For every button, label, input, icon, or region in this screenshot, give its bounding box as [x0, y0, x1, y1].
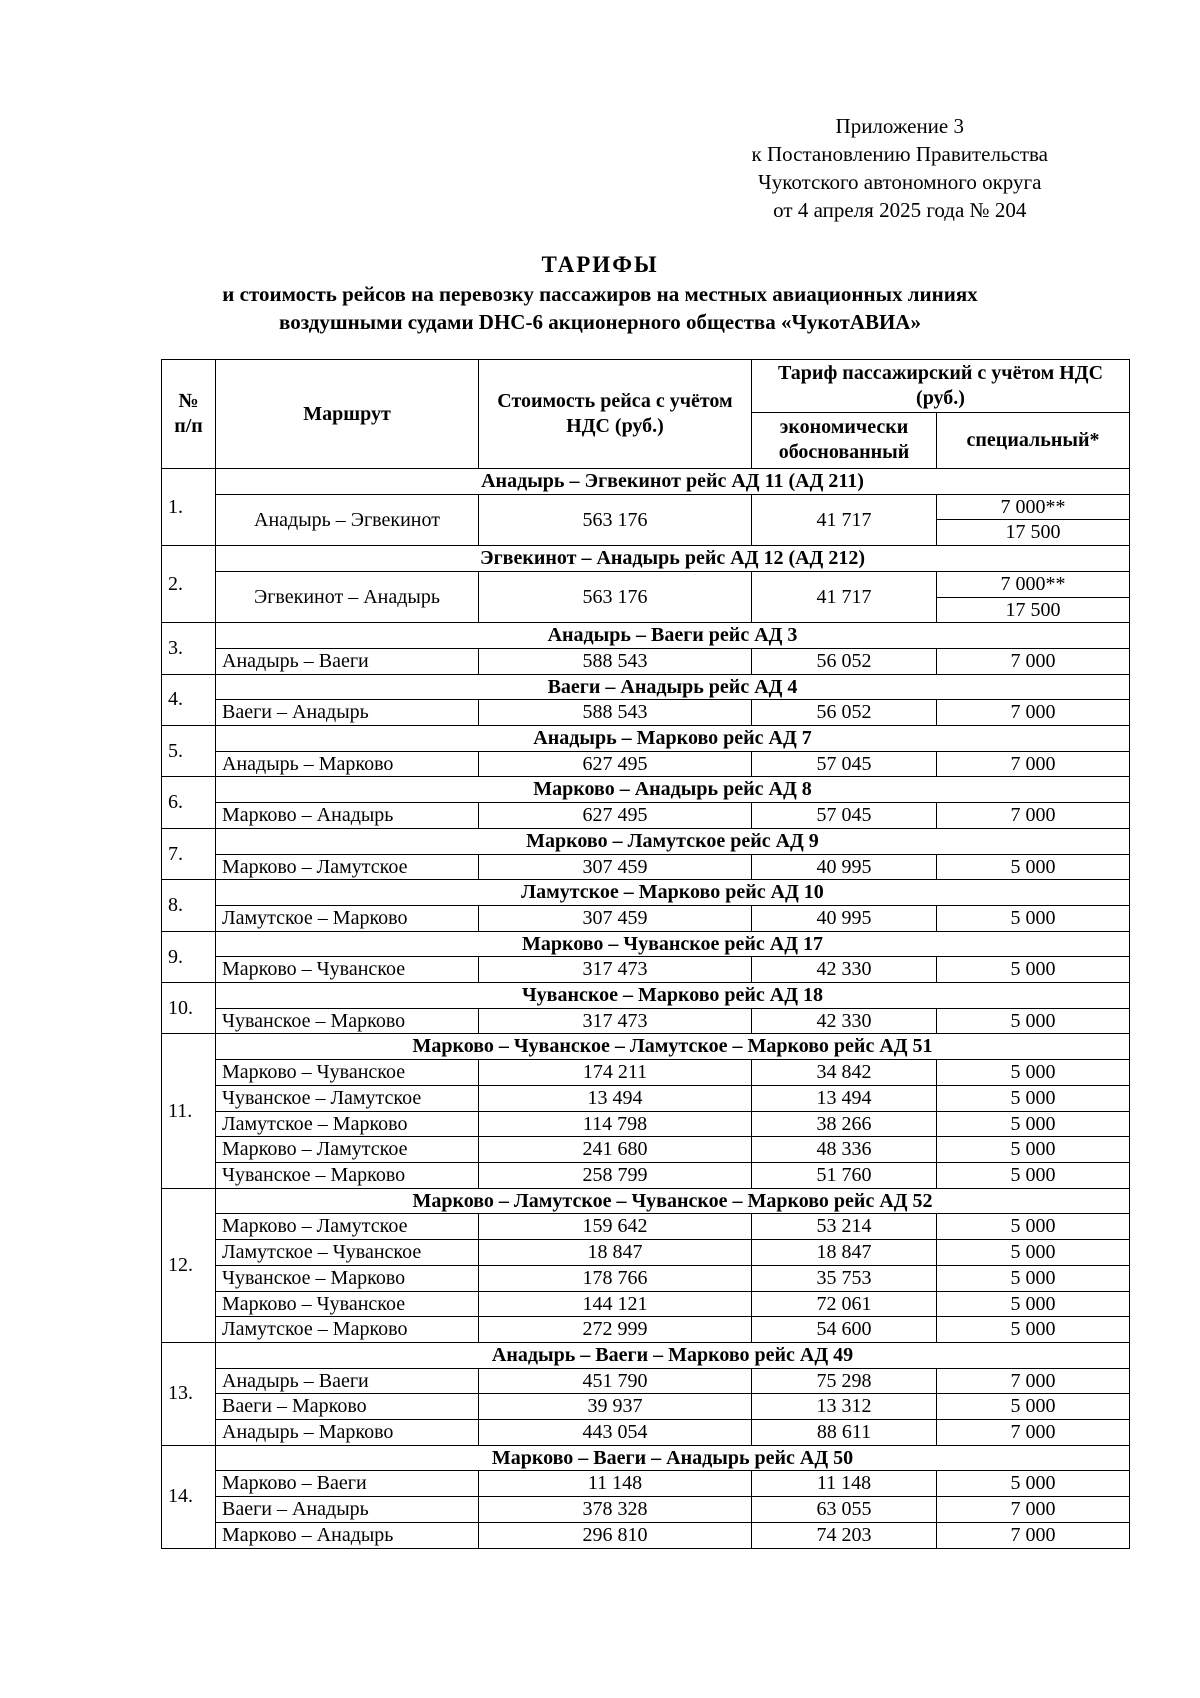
special-tariff-cell: 7 000 [937, 1420, 1130, 1446]
cost-cell: 307 459 [479, 854, 752, 880]
flight-header-row [162, 674, 1130, 700]
economic-tariff-cell: 56 052 [752, 700, 937, 726]
special-tariff-cell: 5 000 [937, 1317, 1130, 1343]
route-cell: Чуванское – Марково [216, 1265, 479, 1291]
cost-cell: 443 054 [479, 1420, 752, 1446]
cost-cell: 11 148 [479, 1471, 752, 1497]
flight-header-row [162, 931, 1130, 957]
flight-header-row [162, 546, 1130, 572]
special-tariff-cell: 7 000 [937, 648, 1130, 674]
special-tariff-cell: 7 000** [937, 571, 1130, 597]
special-tariff-cell: 5 000 [937, 1471, 1130, 1497]
flight-title: Марково – Ваеги – Анадырь рейс АД 50 [216, 1445, 1130, 1471]
table-row [162, 1394, 1130, 1420]
special-tariff-cell: 5 000 [937, 1137, 1130, 1163]
cost-cell: 18 847 [479, 1240, 752, 1266]
economic-tariff-cell: 63 055 [752, 1497, 937, 1523]
cost-cell: 588 543 [479, 700, 752, 726]
table-row [162, 1162, 1130, 1188]
special-tariff-cell: 7 000 [937, 700, 1130, 726]
flight-header-row [162, 1188, 1130, 1214]
flight-title: Ваеги – Анадырь рейс АД 4 [216, 674, 1130, 700]
cost-cell: 13 494 [479, 1085, 752, 1111]
special-tariff-cell: 5 000 [937, 1085, 1130, 1111]
flight-header-row [162, 983, 1130, 1009]
route-cell: Анадырь – Ваеги [216, 648, 479, 674]
row-number: 1. [162, 469, 216, 546]
table-row [162, 1111, 1130, 1137]
table-row [162, 854, 1130, 880]
table-row [162, 1420, 1130, 1446]
special-tariff-cell: 7 000 [937, 1522, 1130, 1548]
cost-cell: 144 121 [479, 1291, 752, 1317]
cost-cell: 307 459 [479, 905, 752, 931]
flight-header-row [162, 1445, 1130, 1471]
cost-cell: 317 473 [479, 1008, 752, 1034]
table-row [162, 1522, 1130, 1548]
economic-tariff-cell: 34 842 [752, 1060, 937, 1086]
table-row [162, 1368, 1130, 1394]
route-cell: Марково – Ваеги [216, 1471, 479, 1497]
cost-cell: 241 680 [479, 1137, 752, 1163]
cost-cell: 563 176 [479, 494, 752, 545]
table-row [162, 957, 1130, 983]
row-number: 5. [162, 726, 216, 777]
flight-header-row [162, 726, 1130, 752]
row-number: 14. [162, 1445, 216, 1548]
table-row [162, 1240, 1130, 1266]
flight-title: Марково – Ламутское – Чуванское – Марково рейс АД 52 [216, 1188, 1130, 1214]
special-tariff-cell: 5 000 [937, 1214, 1130, 1240]
economic-tariff-cell: 41 717 [752, 494, 937, 545]
table-row [162, 1060, 1130, 1086]
row-number: 9. [162, 931, 216, 982]
route-cell: Анадырь – Марково [216, 751, 479, 777]
special-tariff-cell: 7 000 [937, 1497, 1130, 1523]
row-number: 4. [162, 674, 216, 725]
table-row [162, 1497, 1130, 1523]
economic-tariff-cell: 88 611 [752, 1420, 937, 1446]
economic-tariff-cell: 38 266 [752, 1111, 937, 1137]
appendix-line: Приложение 3 [835, 114, 964, 138]
route-cell: Марково – Ламутское [216, 1214, 479, 1240]
flight-header-row [162, 828, 1130, 854]
special-tariff-cell: 17 500 [937, 520, 1130, 546]
table-row [162, 1471, 1130, 1497]
cost-cell: 588 543 [479, 648, 752, 674]
cost-cell: 258 799 [479, 1162, 752, 1188]
special-tariff-cell: 7 000 [937, 751, 1130, 777]
header-tariff: Тариф пассажирский с учётом НДС (руб.) [752, 360, 1130, 413]
economic-tariff-cell: 57 045 [752, 751, 937, 777]
row-number: 8. [162, 880, 216, 931]
row-number: 10. [162, 983, 216, 1034]
title-line: и стоимость рейсов на перевозку пассажиров на местных авиационных линиях [222, 282, 978, 306]
flight-header-row [162, 623, 1130, 649]
economic-tariff-cell: 75 298 [752, 1368, 937, 1394]
row-number: 3. [162, 623, 216, 674]
special-tariff-cell: 5 000 [937, 1265, 1130, 1291]
cost-cell: 451 790 [479, 1368, 752, 1394]
economic-tariff-cell: 13 494 [752, 1085, 937, 1111]
route-cell: Марково – Анадырь [216, 803, 479, 829]
special-tariff-cell: 7 000 [937, 803, 1130, 829]
flight-title: Чуванское – Марково рейс АД 18 [216, 983, 1130, 1009]
route-cell: Ламутское – Марково [216, 905, 479, 931]
economic-tariff-cell: 54 600 [752, 1317, 937, 1343]
flight-header-row [162, 1342, 1130, 1368]
route-cell: Марково – Чуванское [216, 957, 479, 983]
flight-title: Марково – Чуванское рейс АД 17 [216, 931, 1130, 957]
route-cell: Чуванское – Марково [216, 1008, 479, 1034]
economic-tariff-cell: 11 148 [752, 1471, 937, 1497]
table-header [162, 360, 1130, 469]
special-tariff-cell: 17 500 [937, 597, 1130, 623]
header-num: № п/п [162, 360, 216, 469]
special-tariff-cell: 5 000 [937, 905, 1130, 931]
cost-cell: 39 937 [479, 1394, 752, 1420]
flight-title: Анадырь – Ваеги рейс АД 3 [216, 623, 1130, 649]
cost-cell: 159 642 [479, 1214, 752, 1240]
special-tariff-cell: 5 000 [937, 1060, 1130, 1086]
table-row [162, 648, 1130, 674]
route-cell: Эгвекинот – Анадырь [216, 571, 479, 622]
flight-title: Марково – Анадырь рейс АД 8 [216, 777, 1130, 803]
special-tariff-cell: 5 000 [937, 1291, 1130, 1317]
economic-tariff-cell: 41 717 [752, 571, 937, 622]
economic-tariff-cell: 57 045 [752, 803, 937, 829]
economic-tariff-cell: 48 336 [752, 1137, 937, 1163]
document-title [0, 250, 1200, 336]
title-line: воздушными судами DHC-6 акционерного общества «ЧукотАВИА» [279, 310, 921, 334]
flight-title: Анадырь – Эгвекинот рейс АД 11 (АД 211) [216, 469, 1130, 495]
special-tariff-cell: 5 000 [937, 854, 1130, 880]
economic-tariff-cell: 53 214 [752, 1214, 937, 1240]
route-cell: Марково – Анадырь [216, 1522, 479, 1548]
economic-tariff-cell: 13 312 [752, 1394, 937, 1420]
cost-cell: 378 328 [479, 1497, 752, 1523]
economic-tariff-cell: 40 995 [752, 905, 937, 931]
table-row [162, 751, 1130, 777]
economic-tariff-cell: 42 330 [752, 1008, 937, 1034]
title-heading: ТАРИФЫ [541, 252, 659, 277]
route-cell: Ламутское – Марково [216, 1111, 479, 1137]
economic-tariff-cell: 40 995 [752, 854, 937, 880]
special-tariff-cell: 5 000 [937, 1240, 1130, 1266]
route-cell: Ламутское – Чуванское [216, 1240, 479, 1266]
economic-tariff-cell: 72 061 [752, 1291, 937, 1317]
header-economic: экономически обоснованный [752, 412, 937, 468]
special-tariff-cell: 5 000 [937, 1008, 1130, 1034]
cost-cell: 272 999 [479, 1317, 752, 1343]
header-route: Маршрут [216, 360, 479, 469]
flight-title: Ламутское – Марково рейс АД 10 [216, 880, 1130, 906]
special-tariff-cell: 7 000 [937, 1368, 1130, 1394]
special-tariff-cell: 5 000 [937, 1394, 1130, 1420]
cost-cell: 296 810 [479, 1522, 752, 1548]
cost-cell: 317 473 [479, 957, 752, 983]
row-number: 6. [162, 777, 216, 828]
flight-title: Анадырь – Марково рейс АД 7 [216, 726, 1130, 752]
economic-tariff-cell: 42 330 [752, 957, 937, 983]
route-cell: Марково – Ламутское [216, 1137, 479, 1163]
cost-cell: 178 766 [479, 1265, 752, 1291]
appendix-line: от 4 апреля 2025 года № 204 [773, 198, 1027, 222]
row-number: 12. [162, 1188, 216, 1342]
tariff-table [161, 359, 1130, 1549]
route-cell: Анадырь – Эгвекинот [216, 494, 479, 545]
flight-title: Марково – Ламутское рейс АД 9 [216, 828, 1130, 854]
route-cell: Анадырь – Марково [216, 1420, 479, 1446]
flight-header-row [162, 469, 1130, 495]
table-row [162, 700, 1130, 726]
flight-header-row [162, 880, 1130, 906]
special-tariff-cell: 5 000 [937, 957, 1130, 983]
cost-cell: 174 211 [479, 1060, 752, 1086]
header-special: специальный* [937, 412, 1130, 468]
special-tariff-cell: 7 000** [937, 494, 1130, 520]
table-row [162, 1085, 1130, 1111]
appendix-line: Чукотского автономного округа [758, 170, 1042, 194]
route-cell: Ламутское – Марково [216, 1317, 479, 1343]
appendix-header [752, 112, 1048, 224]
flight-header-row [162, 777, 1130, 803]
table-row [162, 571, 1130, 597]
table-row [162, 1214, 1130, 1240]
cost-cell: 114 798 [479, 1111, 752, 1137]
route-cell: Чуванское – Ламутское [216, 1085, 479, 1111]
special-tariff-cell: 5 000 [937, 1111, 1130, 1137]
appendix-line: к Постановлению Правительства [751, 142, 1048, 166]
route-cell: Ваеги – Анадырь [216, 1497, 479, 1523]
route-cell: Анадырь – Ваеги [216, 1368, 479, 1394]
table-row [162, 1137, 1130, 1163]
header-cost: Стоимость рейса с учётом НДС (руб.) [479, 360, 752, 469]
row-number: 13. [162, 1342, 216, 1445]
flight-title: Анадырь – Ваеги – Марково рейс АД 49 [216, 1342, 1130, 1368]
economic-tariff-cell: 56 052 [752, 648, 937, 674]
table-row [162, 803, 1130, 829]
cost-cell: 563 176 [479, 571, 752, 622]
flight-header-row [162, 1034, 1130, 1060]
table-body [162, 469, 1130, 1549]
route-cell: Чуванское – Марково [216, 1162, 479, 1188]
table-row [162, 905, 1130, 931]
table-row [162, 1317, 1130, 1343]
special-tariff-cell: 5 000 [937, 1162, 1130, 1188]
flight-title: Эгвекинот – Анадырь рейс АД 12 (АД 212) [216, 546, 1130, 572]
economic-tariff-cell: 18 847 [752, 1240, 937, 1266]
row-number: 2. [162, 546, 216, 623]
table-row [162, 1265, 1130, 1291]
row-number: 7. [162, 828, 216, 879]
flight-title: Марково – Чуванское – Ламутское – Марково рейс АД 51 [216, 1034, 1130, 1060]
route-cell: Марково – Чуванское [216, 1291, 479, 1317]
table-row [162, 494, 1130, 520]
route-cell: Марково – Ламутское [216, 854, 479, 880]
route-cell: Марково – Чуванское [216, 1060, 479, 1086]
row-number: 11. [162, 1034, 216, 1188]
table-row [162, 1291, 1130, 1317]
economic-tariff-cell: 51 760 [752, 1162, 937, 1188]
route-cell: Ваеги – Марково [216, 1394, 479, 1420]
economic-tariff-cell: 74 203 [752, 1522, 937, 1548]
cost-cell: 627 495 [479, 751, 752, 777]
table-row [162, 1008, 1130, 1034]
economic-tariff-cell: 35 753 [752, 1265, 937, 1291]
cost-cell: 627 495 [479, 803, 752, 829]
route-cell: Ваеги – Анадырь [216, 700, 479, 726]
